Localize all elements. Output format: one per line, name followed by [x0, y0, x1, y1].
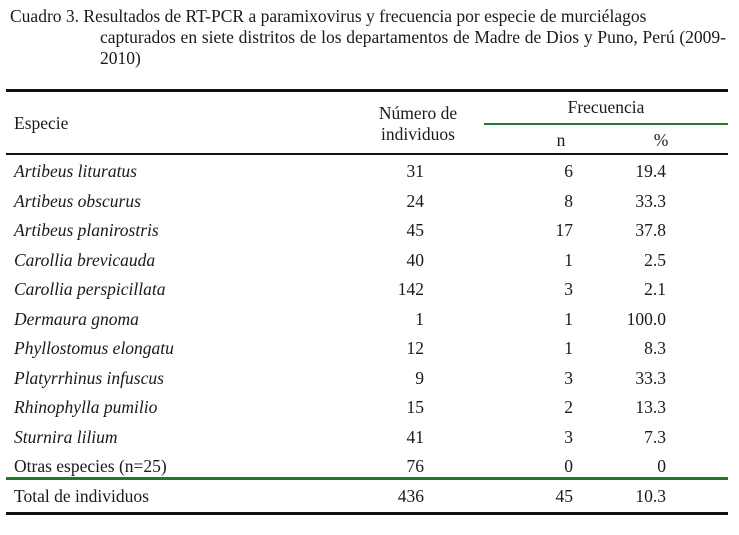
- caption-continuation: capturados en siete distritos de los departamentos de Madre de Dios y Puno, Perú (2009-2010): [100, 27, 726, 68]
- cell-percent: 33.3: [635, 367, 666, 388]
- header-frecuencia: Frecuencia: [567, 97, 645, 117]
- header-especie: Especie: [14, 113, 69, 133]
- cell-n: 6: [564, 161, 573, 181]
- table-row: [6, 305, 728, 335]
- total-n: 45: [555, 486, 573, 506]
- cell-numero: 12: [406, 338, 424, 358]
- cell-especie: Phyllostomus elongatu: [14, 338, 174, 358]
- table-row: [6, 334, 728, 364]
- header-n: n: [556, 130, 566, 150]
- cell-percent: 33.3: [635, 190, 666, 211]
- cell-especie: Artibeus obscurus: [14, 190, 141, 211]
- cell-percent: 8.3: [644, 338, 666, 358]
- cell-percent: 37.8: [635, 220, 666, 240]
- cell-especie: Sturnira lilium: [14, 426, 118, 447]
- cell-numero: 1: [415, 308, 424, 329]
- header-numero-individuos: Número de individuos: [378, 103, 458, 144]
- cell-numero: 31: [406, 161, 424, 181]
- cell-numero: 76: [406, 456, 424, 476]
- cell-numero: 41: [406, 426, 424, 447]
- caption-line-1: Cuadro 3. Resultados de RT-PCR a paramixovirus y frecuencia por especie de murciélagos: [10, 6, 647, 26]
- cell-n: 3: [564, 279, 573, 299]
- table-row: [6, 275, 728, 305]
- cell-n: 17: [555, 220, 573, 240]
- cell-numero: 24: [406, 190, 424, 211]
- cell-n: 1: [564, 249, 573, 270]
- cell-n: 1: [564, 338, 573, 358]
- table-row: [6, 157, 728, 187]
- cell-especie: Rhinophylla pumilio: [14, 397, 158, 417]
- header-percent: %: [653, 130, 669, 150]
- cell-especie: Carollia perspicillata: [14, 279, 166, 299]
- total-label: Total de individuos: [14, 486, 149, 506]
- cell-especie: Carollia brevicauda: [14, 249, 156, 270]
- cell-numero: 40: [406, 249, 424, 270]
- total-percent: 10.3: [635, 486, 666, 506]
- cell-n: 3: [564, 426, 573, 447]
- table-row: [6, 246, 728, 276]
- cell-numero: 15: [406, 397, 424, 417]
- cell-numero: 9: [415, 367, 424, 388]
- frequency-subheader-rule: [484, 123, 728, 125]
- cell-n: 0: [564, 456, 573, 476]
- cell-n: 1: [564, 308, 573, 329]
- cell-n: 2: [564, 397, 573, 417]
- table-row: [6, 216, 728, 246]
- table-row: [6, 364, 728, 394]
- cell-percent: 13.3: [635, 397, 666, 417]
- table-row: [6, 423, 728, 453]
- cell-especie: Otras especies (n=25): [14, 456, 167, 476]
- table-bottom-rule: [6, 512, 728, 515]
- total-numero: 436: [397, 486, 424, 506]
- cell-percent: 2.1: [644, 279, 666, 299]
- header-bottom-rule: [6, 153, 728, 155]
- cell-numero: 142: [397, 279, 424, 299]
- cell-percent: 0: [657, 456, 666, 476]
- table-row: [6, 187, 728, 217]
- cell-n: 3: [564, 367, 573, 388]
- table-caption: [10, 6, 726, 69]
- total-separator-rule: [6, 477, 728, 480]
- cell-percent: 2.5: [644, 249, 666, 270]
- cell-especie: Dermaura gnoma: [14, 308, 139, 329]
- table-top-rule: [6, 89, 728, 92]
- cell-percent: 100.0: [626, 308, 666, 329]
- table-row: [6, 393, 728, 423]
- cell-especie: Artibeus planirostris: [14, 220, 159, 240]
- cell-especie: Artibeus lituratus: [14, 161, 137, 181]
- cell-percent: 7.3: [644, 426, 666, 447]
- cell-percent: 19.4: [635, 161, 666, 181]
- cell-especie: Platyrrhinus infuscus: [14, 367, 164, 388]
- total-row: [6, 482, 728, 512]
- cell-n: 8: [564, 190, 573, 211]
- cell-numero: 45: [406, 220, 424, 240]
